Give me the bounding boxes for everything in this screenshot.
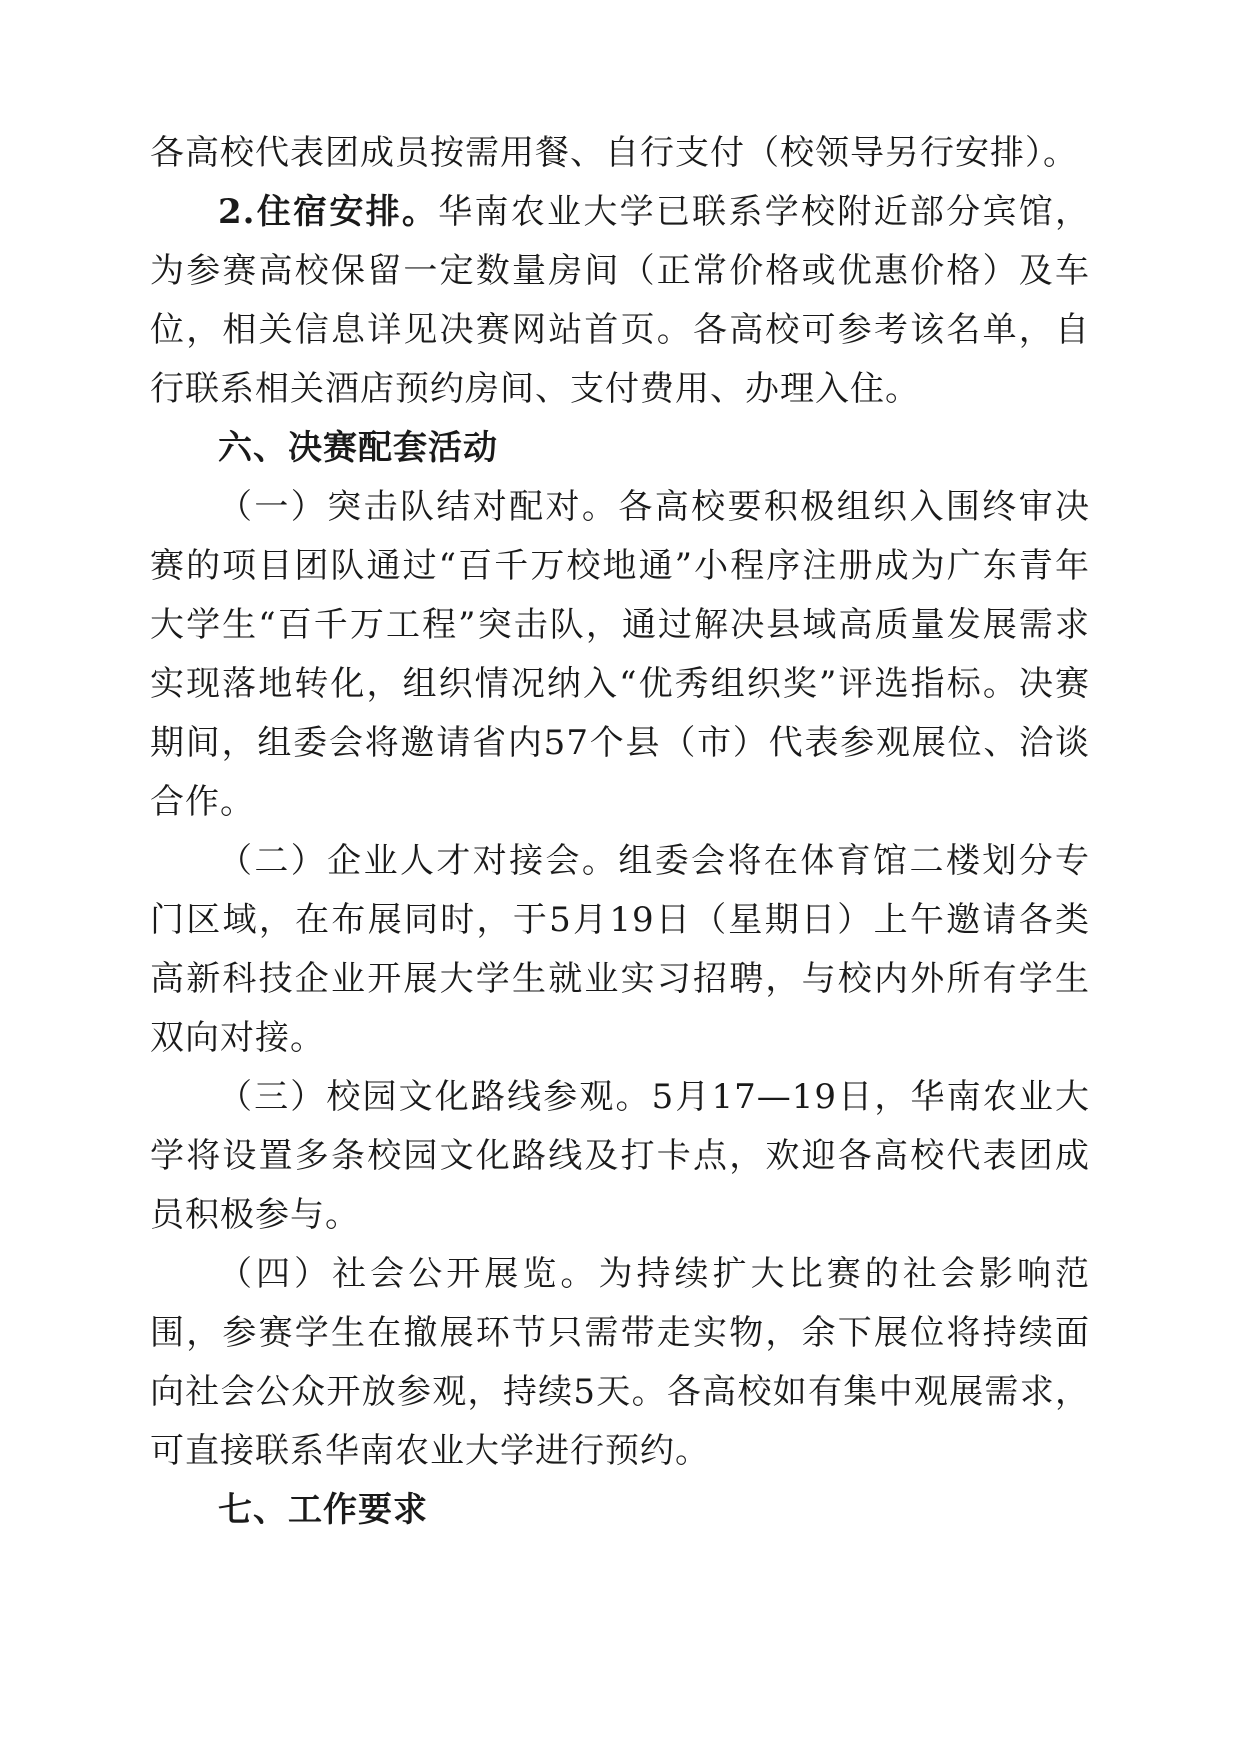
paragraph-item-1 bbox=[150, 478, 1090, 832]
paragraph-lead: （一）突击队结对配对。 bbox=[218, 487, 619, 527]
paragraph-text: 各高校代表团成员按需用餐、自行支付（校领导另行安排）。 bbox=[150, 133, 1078, 173]
paragraph-lead: （四）社会公开展览。 bbox=[218, 1254, 599, 1294]
document-body bbox=[150, 124, 1090, 1540]
paragraph-item-3 bbox=[150, 1068, 1090, 1245]
paragraph-meals bbox=[150, 124, 1090, 183]
paragraph-text: 各高校要积极组织入围终审决赛的项目团队通过“百千万校地通”小程序注册成为广东青年大学生“百千万工程”突击队，通过解决县域高质量发展需求实现落地转化，组织情况纳入“优秀组织奖”评选指标。决赛期间，组委会将邀请省内57个县（市）代表参观展位、洽谈合作。 bbox=[150, 487, 1091, 822]
section-heading-6: 六、决赛配套活动 bbox=[218, 428, 498, 468]
paragraph-lead: （三）校园文化路线参观。 bbox=[218, 1077, 652, 1117]
section-heading-7: 七、工作要求 bbox=[218, 1490, 428, 1530]
paragraph-accommodation bbox=[150, 183, 1090, 419]
paragraph-lead: 2.住宿安排。 bbox=[218, 192, 439, 232]
paragraph-text: 组委会将在体育馆二楼划分专门区域，在布展同时，于5月19日（星期日）上午邀请各类高新科技企业开展大学生就业实习招聘，与校内外所有学生双向对接。 bbox=[150, 841, 1091, 1058]
paragraph-text: 为持续扩大比赛的社会影响范围，参赛学生在撤展环节只需带走实物，余下展位将持续面向社会公众开放参观，持续5天。各高校如有集中观展需求，可直接联系华南农业大学进行预约。 bbox=[150, 1254, 1091, 1471]
paragraph-text: 华南农业大学已联系学校附近部分宾馆，为参赛高校保留一定数量房间（正常价格或优惠价格）及车位，相关信息详见决赛网站首页。各高校可参考该名单，自行联系相关酒店预约房间、支付费用、办理入住。 bbox=[150, 192, 1091, 409]
paragraph-item-4 bbox=[150, 1245, 1090, 1481]
paragraph-item-2 bbox=[150, 832, 1090, 1068]
paragraph-lead: （二）企业人才对接会。 bbox=[218, 841, 619, 881]
paragraph-text: 5月17—19日，华南农业大学将设置多条校园文化路线及打卡点，欢迎各高校代表团成员积极参与。 bbox=[150, 1077, 1090, 1235]
